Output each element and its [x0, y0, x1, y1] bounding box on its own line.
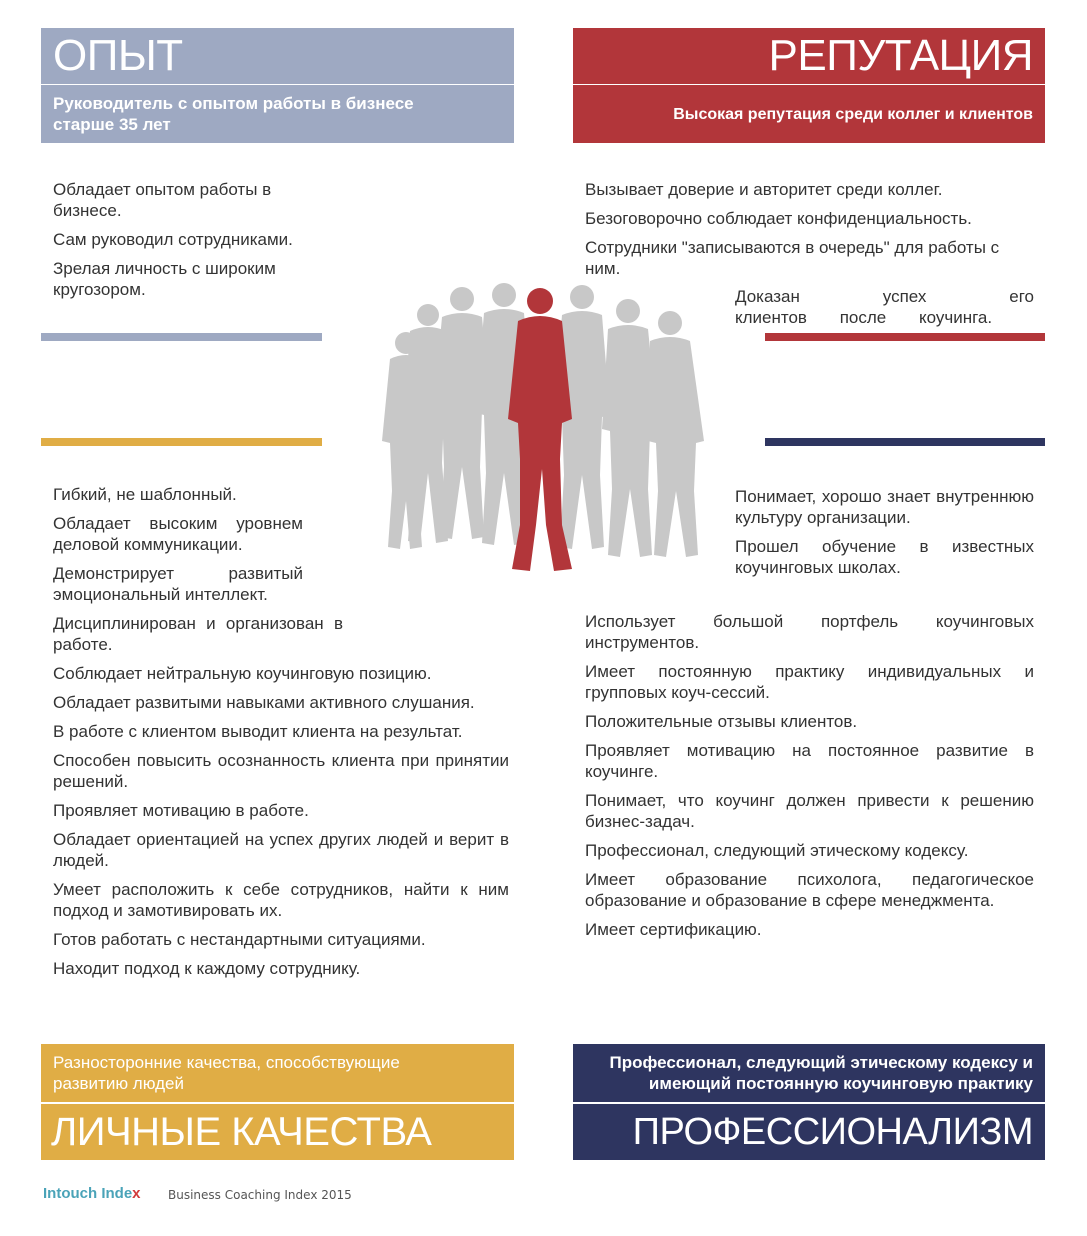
intouch-index-logo: Intouch Index [43, 1185, 141, 1202]
reputation-subtitle: Высокая репутация среди коллег и клиентов [673, 105, 1033, 123]
personal-subtitle: Разносторонние качества, способствующие развитию людей [53, 1053, 400, 1093]
list-item: Обладает высоким уровнем деловой коммуникации. [53, 514, 303, 554]
reputation-list [585, 179, 1034, 287]
personal-list [53, 484, 509, 987]
professionalism-divider [765, 438, 1045, 446]
list-item: Профессионал, следующий этическому кодексу. [585, 841, 969, 860]
reputation-title-box [573, 28, 1045, 84]
list-item: Сам руководил сотрудниками. [53, 230, 293, 249]
reputation-list-extra [735, 286, 1034, 336]
experience-subtitle-box [41, 85, 514, 143]
list-item: Зрелая личность с широким кругозором. [53, 259, 276, 299]
list-item: Понимает, что коучинг должен привести к решению бизнес-задач. [585, 791, 1034, 831]
list-item: Проявляет мотивацию в работе. [53, 801, 309, 820]
experience-title-box [41, 28, 514, 84]
experience-list [53, 179, 323, 308]
list-item: Демонстрирует развитый эмоциональный интеллект. [53, 564, 303, 604]
personal-title-box [41, 1104, 514, 1160]
list-item: Находит подход к каждому сотруднику. [53, 959, 361, 978]
list-item: Имеет постоянную практику индивидуальных и групповых коуч-сессий. [585, 662, 1034, 702]
professionalism-list [585, 611, 1034, 948]
list-item: Использует большой портфель коучинговых инструментов. [585, 612, 1034, 652]
list-item: В работе с клиентом выводит клиента на результат. [53, 722, 463, 741]
list-item: Дисциплинирован и организован в работе. [53, 614, 343, 654]
list-item: Обладает ориентацией на успех других людей и верит в людей. [53, 830, 509, 870]
personal-divider [41, 438, 322, 446]
personal-subtitle-box [41, 1044, 514, 1102]
list-item: Способен повысить осознанность клиента при принятии решений. [53, 751, 509, 791]
list-item: Вызывает доверие и авторитет среди коллег. [585, 180, 943, 199]
experience-title: ОПЫТ [53, 31, 183, 80]
list-item: Обладает развитыми навыками активного слушания. [53, 693, 475, 712]
list-item: Умеет расположить к себе сотрудников, найти к ним подход и замотивировать их. [53, 880, 509, 920]
footer-caption: Business Coaching Index 2015 [168, 1188, 352, 1202]
professionalism-title: ПРОФЕССИОНАЛИЗМ [632, 1111, 1033, 1153]
professionalism-title-box [573, 1104, 1045, 1160]
list-item: Готов работать с нестандартными ситуациями. [53, 930, 426, 949]
list-item: Гибкий, не шаблонный. [53, 485, 237, 504]
list-item: Имеет образование психолога, педагогическое образование и образование в сфере менеджмента. [585, 870, 1034, 910]
professionalism-subtitle-box [573, 1044, 1045, 1102]
list-item: Соблюдает нейтральную коучинговую позицию. [53, 664, 432, 683]
list-item: Сотрудники "записываются в очередь" для работы с ним. [585, 238, 1000, 278]
list-item: Проявляет мотивацию на постоянное развитие в коучинге. [585, 741, 1034, 781]
list-item: Обладает опытом работы в бизнесе. [53, 180, 272, 220]
list-item: Имеет сертификацию. [585, 920, 762, 939]
personal-title: ЛИЧНЫЕ КАЧЕСТВА [51, 1110, 432, 1154]
reputation-title: РЕПУТАЦИЯ [768, 31, 1033, 80]
reputation-divider [765, 333, 1045, 341]
list-item: Доказан успех его клиентов после коучинга. [735, 287, 1034, 327]
experience-subtitle: Руководитель с опытом работы в бизнесе старше 35 лет [53, 94, 414, 134]
list-item: Положительные отзывы клиентов. [585, 712, 858, 731]
experience-divider [41, 333, 322, 341]
list-item: Понимает, хорошо знает внутреннюю культуру организации. [735, 487, 1034, 527]
professionalism-subtitle: Профессионал, следующий этическому кодексу и имеющий постоянную коучинговую практику [609, 1053, 1033, 1093]
list-item: Прошел обучение в известных коучинговых школах. [735, 537, 1034, 577]
reputation-subtitle-box [573, 85, 1045, 143]
professionalism-list-top [735, 486, 1034, 586]
list-item: Безоговорочно соблюдает конфиденциальность. [585, 209, 972, 228]
